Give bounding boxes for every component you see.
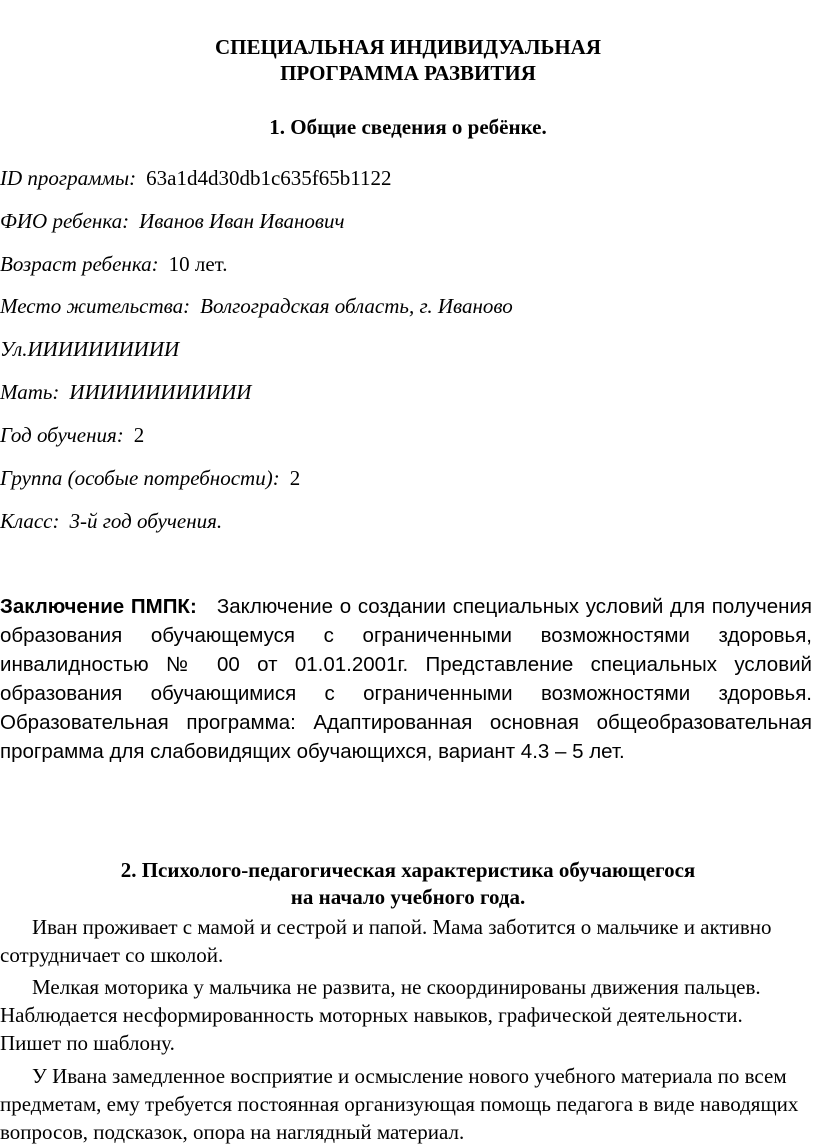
field-label: Мать: xyxy=(0,380,60,404)
body-paragraph-family: Иван проживает с мамой и сестрой и папой. Мама заботится о мальчике и активно сотрудничает со школой. xyxy=(0,915,772,967)
field-child-name xyxy=(0,208,345,234)
field-mother xyxy=(0,379,251,405)
section2-heading-line1: 2. Психолого-педагогическая характеристика обучающегося xyxy=(120,858,696,882)
field-value: 10 лет. xyxy=(168,252,228,276)
field-age xyxy=(0,251,228,277)
field-value: Волгоградская область, г. Иваново xyxy=(200,294,513,318)
body-paragraph-perception: У Ивана замедленное восприятие и осмысление нового учебного материала по всем предметам, ему требуется постоянная организующая помощь педагога в виде наводящих вопросов, подсказок, опора на наглядный материал. xyxy=(0,1064,799,1144)
field-value: 3-й год обучения. xyxy=(69,509,223,533)
field-study-year xyxy=(0,422,144,448)
field-value: 63a1d4d30db1c635f65b1122 xyxy=(146,166,392,190)
field-group xyxy=(0,465,300,491)
field-label: ID программы: xyxy=(0,166,137,190)
field-label: Год обучения: xyxy=(0,423,124,447)
field-label: ФИО ребенка: xyxy=(0,209,130,233)
field-residence xyxy=(0,293,513,319)
conclusion-paragraph xyxy=(0,592,812,766)
field-label: Группа (особые потребности): xyxy=(0,466,280,490)
field-value: Иванов Иван Иванович xyxy=(139,209,345,233)
field-class xyxy=(0,508,222,534)
field-label: Ул. xyxy=(0,337,28,361)
document-title-line2: ПРОГРАММА РАЗВИТИЯ xyxy=(280,61,536,85)
field-value: ИИИИИИИИИИ xyxy=(27,337,180,361)
field-label: Возраст ребенка: xyxy=(0,252,159,276)
conclusion-label: Заключение ПМПК: xyxy=(0,595,197,618)
field-value: ИИИИИИИИИИИИ xyxy=(69,380,252,404)
conclusion-text: Заключение о создании специальных условий для получения образования обучающемуся с ограниченными возможностями здоровья, инвалидностью № 00 от 01.01.2001г. Представление специальных условий образования обучающимися с ограниченными возможностями здоровья. Образовательная программа: Адаптированная основная общеобразовательная программа для слабовидящих обучающихся, вариант 4.3 – 5 лет. xyxy=(0,595,812,763)
field-label: Место жительства: xyxy=(0,294,191,318)
document-title-line1: СПЕЦИАЛЬНАЯ ИНДИВИДУАЛЬНАЯ xyxy=(214,35,602,59)
field-label: Класс: xyxy=(0,509,60,533)
field-program-id xyxy=(0,165,391,191)
section1-heading: 1. Общие сведения о ребёнке. xyxy=(269,115,547,139)
body-paragraph-motor: Мелкая моторика у мальчика не развита, не скоординированы движения пальцев. Наблюдается несформированность моторных навыков, графической деятельности. Пишет по шаблону. xyxy=(0,975,761,1055)
section2-heading-line2: на начало учебного года. xyxy=(290,885,526,909)
field-value: 2 xyxy=(133,423,145,447)
field-value: 2 xyxy=(289,466,301,490)
field-street xyxy=(0,336,179,362)
